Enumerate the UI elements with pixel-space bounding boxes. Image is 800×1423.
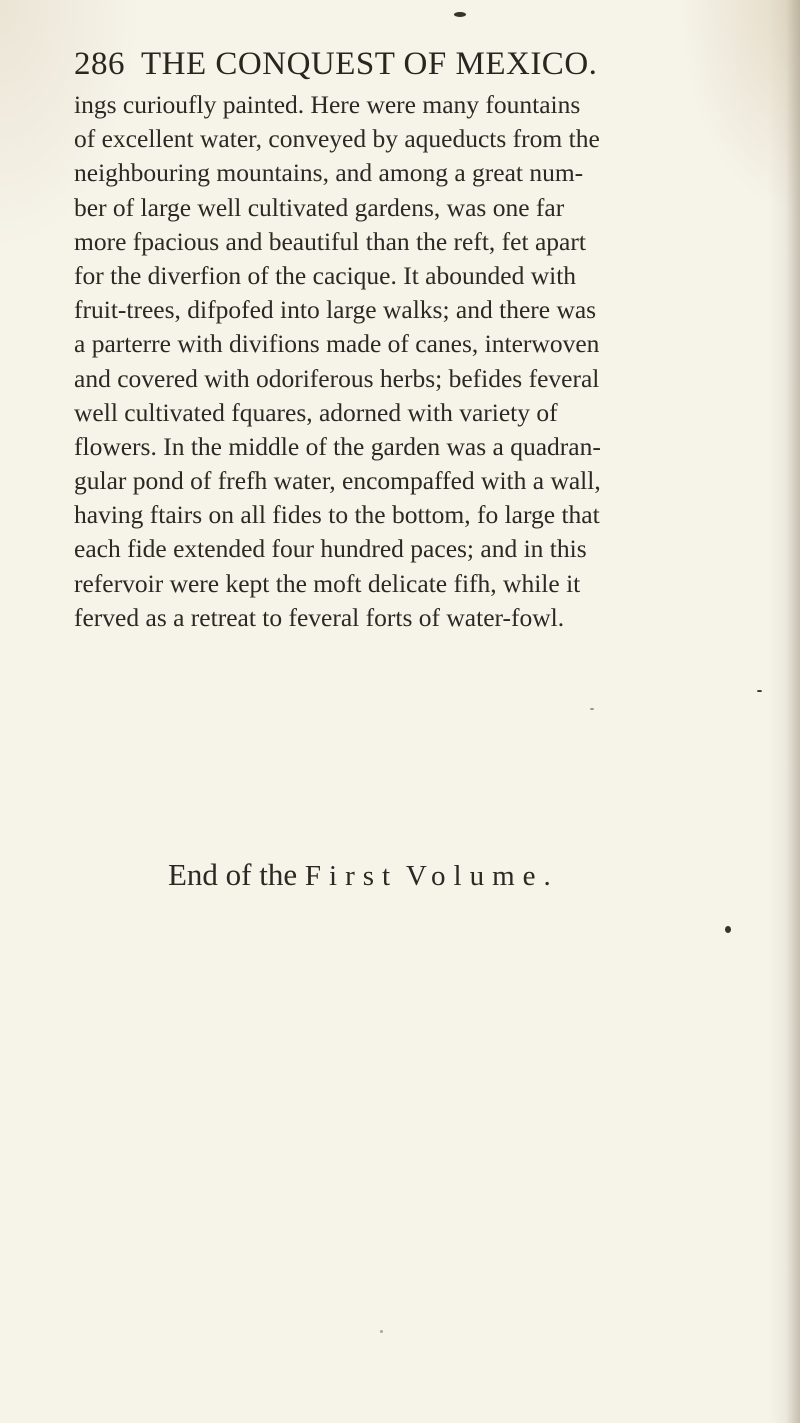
colophon-first: First: [304, 860, 399, 892]
text-line: gular pond of frefh water, encompaffed with a wall,: [74, 466, 601, 496]
text-line: and covered with odoriferous herbs; befides feveral: [74, 363, 600, 393]
ink-speck: [590, 708, 594, 710]
text-line: ferved as a retreat to feveral forts of water-fowl.: [74, 602, 565, 632]
text-line: of excellent water, conveyed by aqueducts from the: [74, 124, 600, 154]
running-title: THE CONQUEST OF MEXICO.: [141, 46, 598, 82]
body-text: [74, 88, 764, 635]
text-line: fruit-trees, difpofed into large walks; and there was: [74, 295, 597, 325]
text-line: well cultivated fquares, adorned with variety of: [74, 397, 558, 427]
text-line: a parterre with divifions made of canes, interwoven: [74, 329, 600, 359]
text-line: for the diverfion of the cacique. It abounded with: [74, 260, 577, 290]
page-edge-shadow: [786, 0, 800, 1423]
page-number: 286: [74, 46, 125, 82]
colophon-volume: Volume.: [405, 860, 559, 892]
text-line: ings curioufly painted. Here were many fountains: [74, 90, 581, 119]
ink-speck: [757, 690, 762, 692]
text-line: each fide extended four hundred paces; and in this: [74, 534, 587, 564]
colophon: [168, 857, 688, 901]
text-line: ber of large well cultivated gardens, was one far: [74, 192, 565, 222]
text-line: having ftairs on all fides to the bottom, fo large that: [74, 500, 600, 530]
ink-speck: [454, 12, 466, 17]
text-line: more fpacious and beautiful than the reft, fet apart: [74, 226, 586, 256]
running-head: [74, 46, 714, 92]
colophon-prefix: End of the: [168, 857, 298, 892]
ink-speck: [380, 1330, 383, 1333]
text-line: refervoir were kept the moft delicate fifh, while it: [74, 568, 581, 598]
text-line: neighbouring mountains, and among a great num-: [74, 158, 584, 188]
text-line: flowers. In the middle of the garden was a quadran-: [74, 431, 601, 461]
ink-speck: [725, 926, 731, 933]
